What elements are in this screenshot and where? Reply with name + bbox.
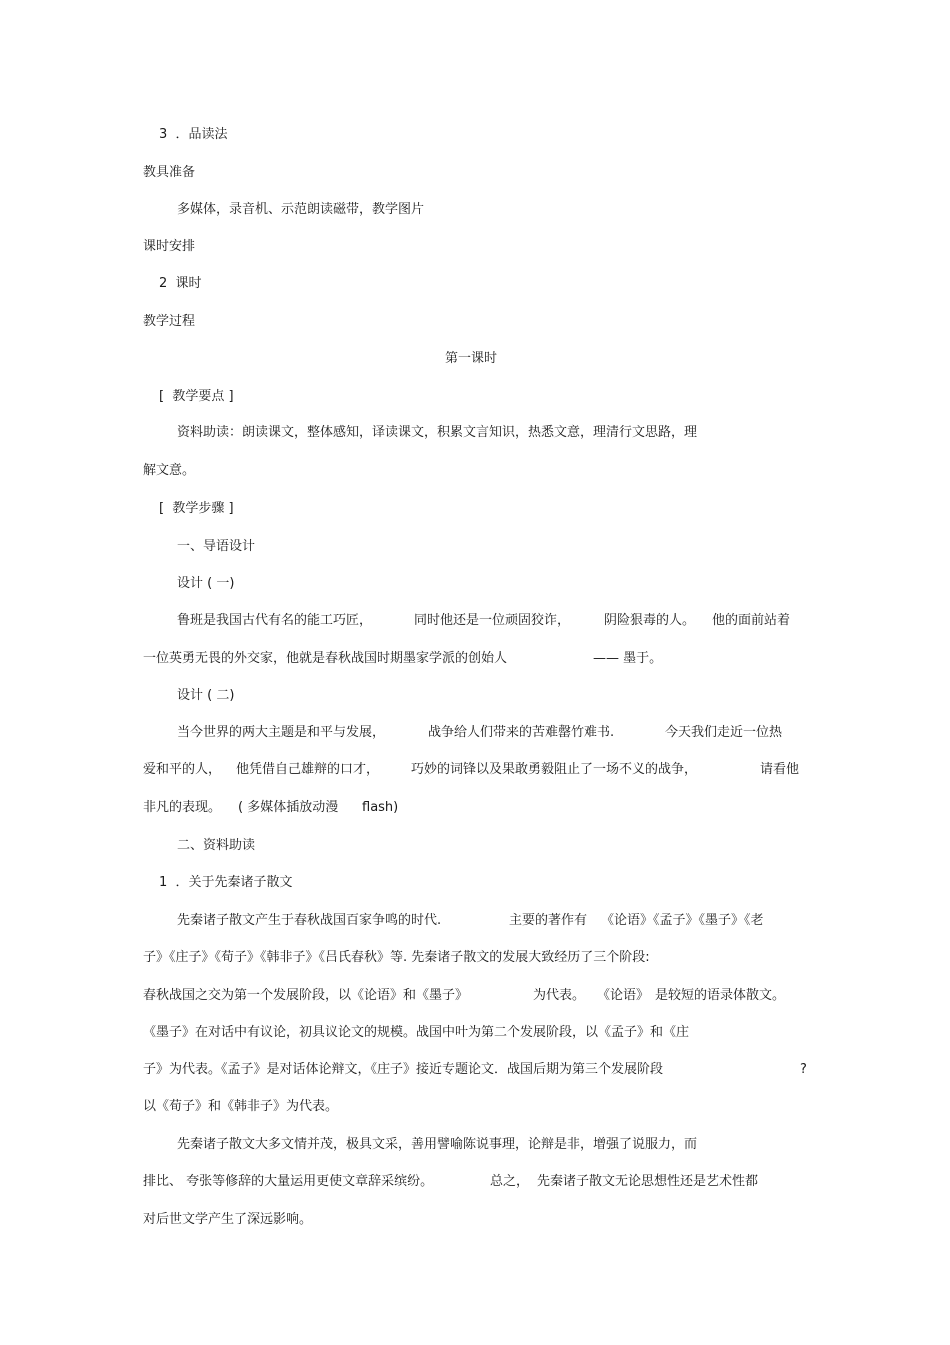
paragraph-line: 对后世文学产生了深远影响。: [143, 1212, 313, 1227]
paragraph-line: 《论语》: [597, 988, 650, 1003]
paragraph-line: 子》为代表。《孟子》是对话体论辩文，《庄子》接近专题论文．战国后期为第三个发展阶段: [143, 1062, 664, 1077]
paragraph-line: ( 多媒体插放动漫: [238, 800, 339, 815]
paragraph-line: 子》《庄子》《荀子》《韩非子》《吕氏春秋》等. 先秦诸子散文的发展大致经历了三个阶段:: [143, 950, 650, 965]
paragraph-line: 春秋战国之交为第一个发展阶段，以《论语》和《墨子》: [143, 988, 469, 1003]
teaching-aids-text: 多媒体，录音机、示范朗读磁带，教学图片: [177, 202, 425, 217]
paragraph-line: 解文意。: [143, 463, 196, 478]
paragraph-line: 是较短的语录体散文。: [655, 988, 786, 1003]
paragraph-line: 今天我们走近一位热: [665, 725, 783, 740]
section-heading-process: 教学过程: [143, 314, 196, 329]
paragraph-line: 一位英勇无畏的外交家，他就是春秋战国时期墨家学派的创始人: [143, 651, 508, 666]
paragraph-line: 《墨子》在对话中有议论，初具议论文的规模。战国中叶为第二个发展阶段，以《孟子》和《庄: [143, 1025, 690, 1040]
paragraph-line: 巧妙的词锋以及果敢勇毅阻止了一场不义的战争，: [411, 762, 698, 777]
section-heading-teaching-aids: 教具准备: [143, 165, 196, 180]
paragraph-line: 请看他: [760, 762, 800, 777]
paragraph-line: 以《荀子》和《韩非子》为代表。: [143, 1099, 339, 1114]
paragraph-line: 同时他还是一位顽固狡诈，: [414, 613, 571, 628]
paragraph-line: 先秦诸子散文产生于春秋战国百家争鸣的时代.: [177, 913, 442, 928]
paragraph-line: 当今世界的两大主题是和平与发展，: [177, 725, 386, 740]
paragraph-line: 先秦诸子散文无论思想性还是艺术性都: [537, 1174, 759, 1189]
subsection-heading: 二、资料助读: [177, 838, 256, 853]
subsection-item: 1 ．关于先秦诸子散文: [159, 875, 293, 890]
teaching-points-heading: [ 教学要点 ]: [159, 389, 234, 404]
paragraph-line: 《论语》《孟子》《墨子》《老: [601, 913, 764, 928]
paragraph-line: 非凡的表现。: [143, 800, 222, 815]
teaching-steps-heading: [ 教学步骤 ]: [159, 501, 234, 516]
paragraph-line: 阴险狠毒的人。: [604, 613, 696, 628]
method-item-3: 3 ．品读法: [159, 127, 228, 142]
paragraph-line: 总之，: [490, 1174, 530, 1189]
design-label: 设计 ( 一): [177, 576, 235, 591]
subsection-heading: 一、导语设计: [177, 539, 256, 554]
paragraph-line: 他的面前站着: [712, 613, 791, 628]
paragraph-line: 战争给人们带来的苦难罄竹难书.: [428, 725, 615, 740]
paragraph-line: 为代表。: [533, 988, 586, 1003]
design-label: 设计 ( 二): [177, 688, 235, 703]
schedule-text: 2 课时: [159, 276, 202, 291]
paragraph-line: flash): [362, 800, 399, 815]
paragraph-line: ?: [800, 1062, 807, 1077]
paragraph-line: 主要的著作有: [509, 913, 588, 928]
paragraph-line: —— 墨于。: [593, 651, 663, 666]
paragraph-line: 鲁班是我国古代有名的能工巧匠，: [177, 613, 373, 628]
paragraph-line: 排比、 夸张等修辞的大量运用更使文章辞采缤纷。: [143, 1174, 434, 1189]
paragraph-line: 先秦诸子散文大多文情并茂，极具文采，善用譬喻陈说事理，论辩是非，增强了说服力，而: [177, 1137, 698, 1152]
paragraph-line: 爱和平的人，: [143, 762, 222, 777]
lesson-title: 第一课时: [445, 351, 498, 366]
section-heading-schedule: 课时安排: [143, 239, 196, 254]
paragraph-line: 他凭借自己雄辩的口才，: [236, 762, 380, 777]
paragraph-line: 资料助读：朗读课文，整体感知，译读课文，积累文言知识，热悉文意，理清行文思路，理: [177, 425, 698, 440]
